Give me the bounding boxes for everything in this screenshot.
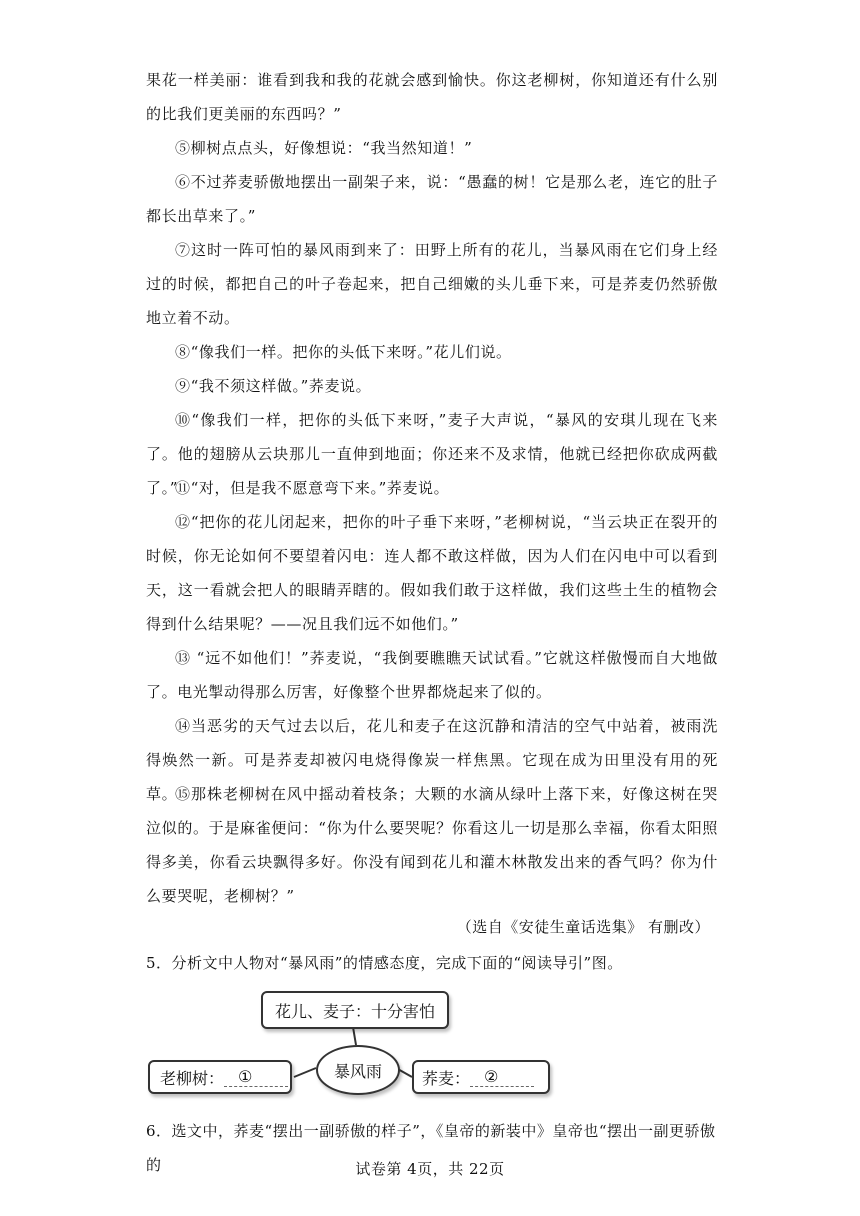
passage-paragraph-1: 果花一样美丽：谁看到我和我的花就会感到愉快。你这老柳树，你知道还有什么别的比我们更美丽的东西吗？” xyxy=(146,71,718,123)
passage-paragraph-8: ⑧“像我们一样。把你的头低下来呀。”花儿们说。 xyxy=(175,343,512,361)
answer-blank-1[interactable]: ① xyxy=(224,1068,288,1087)
diagram-box-old-willow xyxy=(148,1060,292,1094)
passage-paragraph-15: ⑮那株老柳树在风中摇动着枝条；大颗的水滴从绿叶上落下来，好像这树在哭泣似的。于是麻雀便问：“你为什么要哭呢？你看这儿一切是那么幸福，你看太阳照得多美，你看云块飘得多好。你没有闻到花儿和灌木林散发出来的香气吗？你为什么要哭呢，老柳树？” xyxy=(146,785,718,905)
page-footer: 试卷第 4页，共 22页 xyxy=(355,1160,505,1178)
diagram-right-label: 荞麦： xyxy=(422,1068,471,1088)
passage-paragraph-11: ⑪“对，但是我不愿意弯下来。”荞麦说。 xyxy=(175,479,450,497)
passage-paragraph-7: ⑦这时一阵可怕的暴风雨到来了：田野上所有的花儿，当暴风雨在它们身上经过的时候，都把自己的叶子卷起来，把自己细嫩的头儿垂下来，可是荞麦仍然骄傲地立着不动。 xyxy=(146,241,718,327)
passage-paragraph-10: ⑩“像我们一样，把你的头低下来呀，”麦子大声说，“暴风的安琪儿现在飞来了。他的翅膀从云块那儿一直伸到地面；你还来不及求情，他就已经把你砍成两截了。” xyxy=(146,411,718,497)
diagram-center-storm xyxy=(316,1045,400,1095)
question-5: 5．分析文中人物对“暴风雨”的情感态度，完成下面的“阅读导引”图。 xyxy=(146,954,623,972)
diagram-top-label: 花儿、麦子：十分害怕 xyxy=(274,1001,435,1021)
diagram-box-flowers-wheat xyxy=(261,991,449,1029)
source-citation: （选自《安徒生童话选集》 有删改） xyxy=(456,918,710,936)
passage-paragraph-9: ⑨“我不须这样做。”荞麦说。 xyxy=(175,377,372,395)
passage-paragraph-5: ⑤柳树点点头，好像想说：“我当然知道！” xyxy=(175,139,473,157)
passage-paragraph-14: ⑭当恶劣的天气过去以后，花儿和麦子在这沉静和清洁的空气中站着，被雨洗得焕然一新。可是荞麦却被闪电烧得像炭一样焦黑。它现在成为田里没有用的死草。 xyxy=(146,717,718,803)
answer-blank-2[interactable]: ② xyxy=(470,1068,534,1087)
question-6: 6．选文中，荞麦“摆出一副骄傲的样子”，《皇帝的新装中》皇帝也“摆出一副更骄傲的 xyxy=(146,1122,716,1174)
diagram-left-label: 老柳树： xyxy=(160,1068,225,1088)
passage-paragraph-6: ⑥不过荞麦骄傲地摆出一副架子来，说：“愚蠢的树！它是那么老，连它的肚子都长出草来了。” xyxy=(146,173,718,225)
diagram-center-label: 暴风雨 xyxy=(333,1061,382,1081)
diagram-box-buckwheat xyxy=(412,1060,550,1094)
passage-paragraph-13: ⑬ “远不如他们！”荞麦说，“我倒要瞧瞧天试试看。”它就这样傲慢而自大地做了。电光掣动得那么厉害，好像整个世界都烧起来了似的。 xyxy=(146,649,718,701)
passage-paragraph-12: ⑫“把你的花儿闭起来，把你的叶子垂下来呀，”老柳树说，“当云块正在裂开的时候，你无论如何不要望着闪电：连人都不敢这样做，因为人们在闪电中可以看到天，这一看就会把人的眼睛弄瞎的。假如我们敢于这样做，我们这些土生的植物会得到什么结果呢？——况且我们远不如他们。” xyxy=(146,513,718,633)
